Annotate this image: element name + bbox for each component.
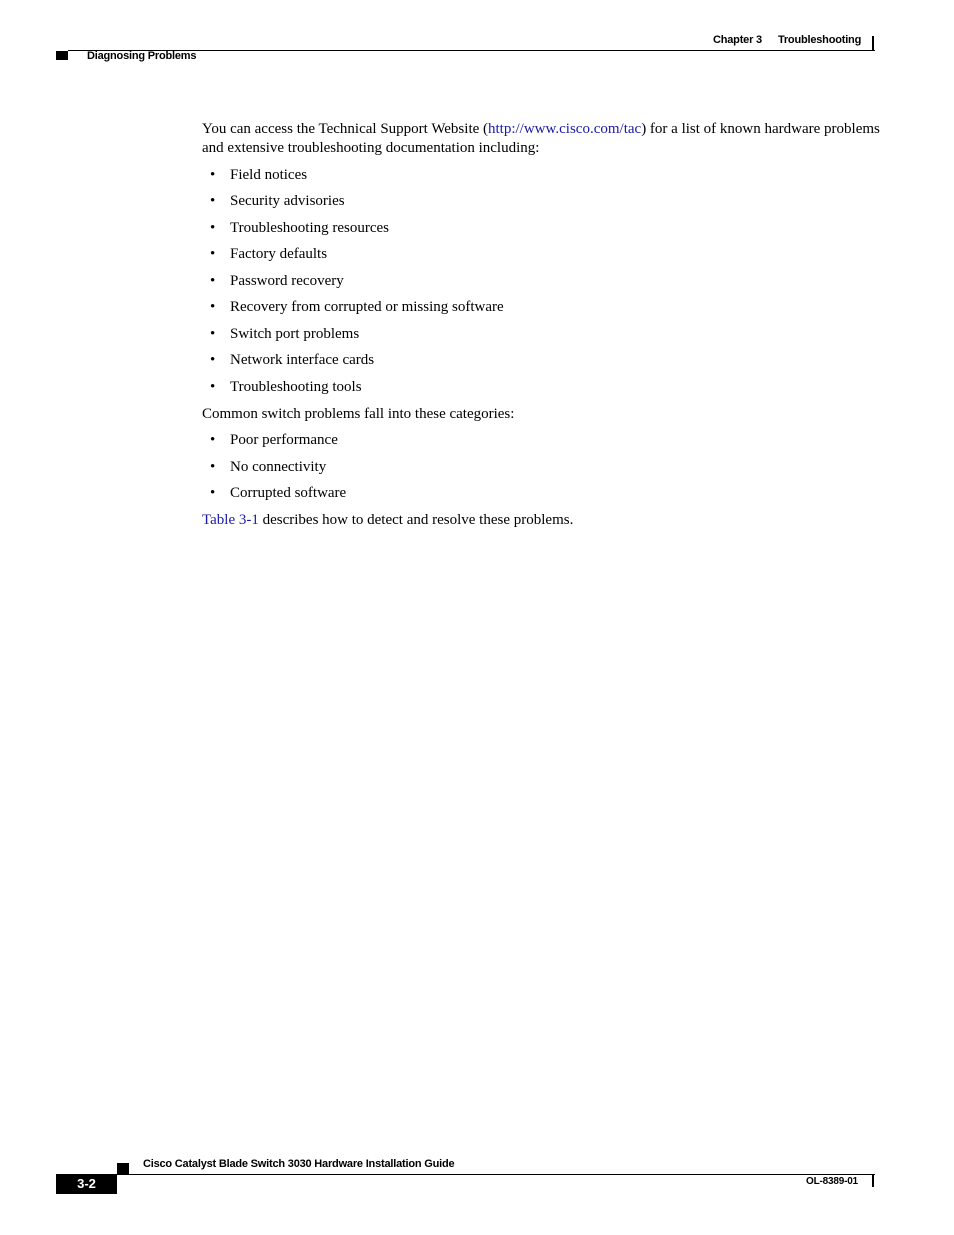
header-vertical-bar [872,36,874,51]
tac-website-link[interactable]: http://www.cisco.com/tac [488,121,642,137]
categories-intro: Common switch problems fall into these categories: [202,405,515,422]
list-item [202,351,882,370]
page-number: 3-2 [56,1174,117,1194]
bullet-icon: • [210,193,216,209]
list-item-text: Troubleshooting tools [230,378,362,395]
list-item-text: Field notices [230,166,308,183]
list-item-text: Network interface cards [230,352,375,368]
closing-text: describes how to detect and resolve these problems. [258,512,574,528]
list-item-text: Troubleshooting resources [230,219,390,236]
list-item [202,166,882,185]
list-item-text: Security advisories [230,193,345,209]
footer-marker-block [117,1163,129,1174]
list-item-text: Corrupted software [230,485,347,501]
running-header-section: Diagnosing Problems [87,50,197,62]
list-item-text: Poor performance [230,432,338,448]
list-item [202,378,882,397]
bullet-icon: • [210,432,216,448]
list-item-text: Recovery from corrupted or missing software [230,299,504,315]
bullet-icon: • [210,246,216,262]
list-item [202,458,882,477]
intro-paragraph [202,120,882,158]
list-item-text: Factory defaults [230,246,328,262]
bullet-icon: • [210,325,216,342]
bullet-icon: • [210,166,216,183]
closing-paragraph [202,511,882,530]
footer-rule [117,1174,875,1175]
document-number: OL-8389-01 [806,1176,858,1187]
bullet-icon: • [210,352,216,368]
table-reference-link[interactable]: Table 3-1 [202,512,259,528]
bullet-icon: • [210,272,216,289]
chapter-label: Chapter 3 [713,34,762,46]
footer-vertical-bar [872,1174,874,1187]
list-item [202,298,882,317]
chapter-title: Troubleshooting [777,34,862,46]
list-item [202,325,882,344]
bullet-icon: • [210,378,216,395]
intro-text-after: ) for a list of known hardware problems and extensive troubleshooting documentation including: [202,121,880,156]
bullet-icon: • [210,299,216,315]
intro-text-before: You can access the Technical Support Website ( [202,121,489,137]
list-item [202,272,882,291]
bullet-icon: • [210,485,216,501]
list-item [202,245,882,264]
categories-list [202,431,882,503]
footer-guide-title: Cisco Catalyst Blade Switch 3030 Hardware Installation Guide [143,1158,455,1170]
bullet-icon: • [210,458,216,475]
documentation-list [202,166,882,397]
list-item [202,484,882,503]
header-marker-block [56,51,68,60]
list-item [202,219,882,238]
bullet-icon: • [210,219,216,236]
list-item-text: Password recovery [230,272,344,289]
page-content [202,120,882,530]
list-item-text: Switch port problems [230,325,360,342]
list-item [202,431,882,450]
list-item [202,192,882,211]
list-item-text: No connectivity [230,458,327,475]
running-header-chapter [713,34,861,46]
